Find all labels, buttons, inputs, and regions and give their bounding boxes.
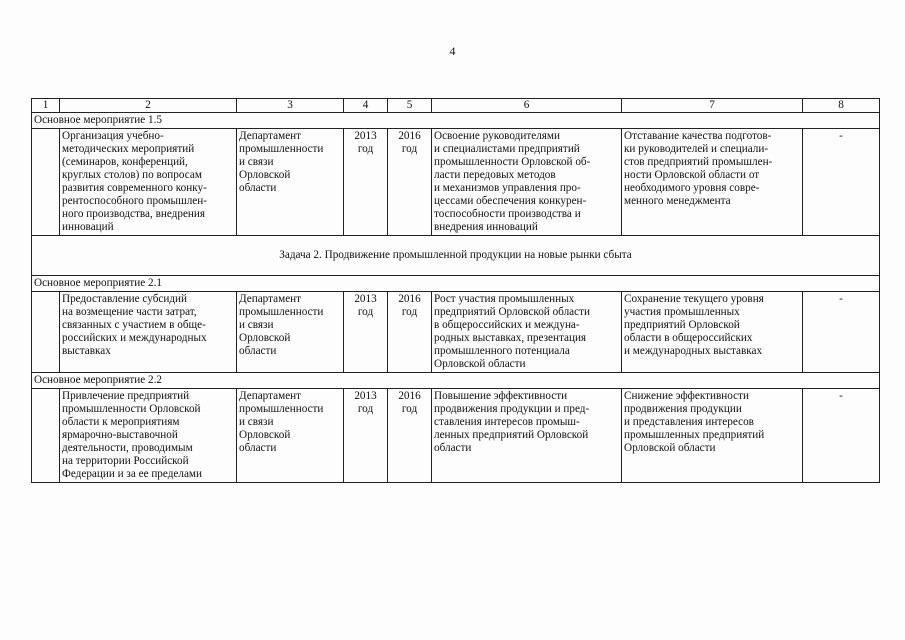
cell-text-line: Орловской — [239, 169, 291, 181]
cell-text-line: 2013 — [354, 293, 377, 305]
section-label: Основное мероприятие 1.5 — [32, 113, 880, 129]
cell-text-line: рентоспособного промышлен- — [62, 195, 207, 207]
expected-result-cell — [432, 129, 622, 236]
column-header: 5 — [388, 99, 432, 113]
cell-text-line: Организация учебно- — [62, 130, 164, 142]
cell-text-line: год — [357, 306, 374, 318]
start-year-cell — [344, 292, 388, 373]
expected-result-cell — [432, 292, 622, 373]
cell-text-line: и представления интересов — [624, 416, 754, 428]
cell-text-line: предприятий Орловской области — [434, 306, 590, 318]
cell-text-line: и связи — [239, 416, 274, 428]
cell-text-line: ного производства, внедрения — [62, 208, 206, 220]
cell-text-line: Сохранение текущего уровня — [624, 293, 764, 305]
cell-text-line: год — [357, 403, 374, 415]
end-year-cell — [388, 292, 432, 373]
cell-text-line: 2016 — [398, 130, 421, 142]
cell-text-line: промышленности — [239, 306, 324, 318]
row-index-cell — [32, 389, 60, 483]
cell-text-line: Привлечение предприятий — [62, 390, 190, 402]
section-header-row — [32, 373, 880, 389]
cell-text-line: промышленных предприятий — [624, 429, 765, 441]
cell-text-line: 2016 — [398, 293, 421, 305]
cell-text-line: круглых столов) по вопросам — [62, 169, 202, 181]
cell-text-line: и связи — [239, 319, 274, 331]
cell-text-line: выставках — [62, 345, 111, 357]
task-title: Задача 2. Продвижение промышленной продукции на новые рынки сбыта — [32, 236, 880, 276]
end-year-cell — [388, 129, 432, 236]
cell-text-line: стов предприятий промышлен- — [624, 156, 773, 168]
cell-text-line: Департамент — [239, 293, 302, 305]
cell-text-line: на территории Российской — [62, 455, 189, 467]
cell-text-line: ярмарочно-выставочной — [62, 429, 178, 441]
consequence-cell — [622, 292, 803, 373]
cell-text-line: области к мероприятиям — [62, 416, 180, 428]
section-label: Основное мероприятие 2.1 — [32, 276, 880, 292]
cell-text-line: промышленности — [239, 143, 324, 155]
program-activities-table — [31, 98, 880, 483]
section-label: Основное мероприятие 2.2 — [32, 373, 880, 389]
cell-text-line: год — [401, 306, 418, 318]
consequence-cell — [622, 389, 803, 483]
link-cell: - — [803, 389, 880, 483]
cell-text-line: ставления интересов промыш- — [434, 416, 580, 428]
row-index-cell — [32, 129, 60, 236]
cell-text-line: в общероссийских и междуна- — [434, 319, 580, 331]
cell-text-line: цессами обеспечения конкурен- — [434, 195, 587, 207]
activity-cell — [60, 389, 237, 483]
cell-text-line: области — [239, 442, 277, 454]
column-header: 2 — [60, 99, 237, 113]
cell-text-line: промышленности Орловской — [62, 403, 201, 415]
cell-text-line: промышленности — [239, 403, 324, 415]
cell-text-line: менного менеджмента — [624, 195, 731, 207]
cell-text-line: ленных предприятий Орловской — [434, 429, 589, 441]
page-number: 4 — [449, 44, 456, 58]
cell-text-line: внедрения инноваций — [434, 221, 538, 233]
consequence-cell — [622, 129, 803, 236]
cell-text-line: ласти передовых методов — [434, 169, 556, 181]
cell-text-line: Повышение эффективности — [434, 390, 568, 402]
table-row — [32, 292, 880, 373]
cell-text-line: 2013 — [354, 390, 377, 402]
cell-text-line: необходимого уровня совре- — [624, 182, 760, 194]
column-header: 4 — [344, 99, 388, 113]
cell-text-line: продвижения продукции и пред- — [434, 403, 590, 415]
start-year-cell — [344, 129, 388, 236]
column-header: 6 — [432, 99, 622, 113]
cell-text-line: Орловской области — [624, 442, 716, 454]
cell-text-line: Снижение эффективности — [624, 390, 750, 402]
cell-text-line: 2016 — [398, 390, 421, 402]
cell-text-line: предприятий Орловской — [624, 319, 740, 331]
task-header-row — [32, 236, 880, 276]
cell-text-line: родных выставках, презентация — [434, 332, 587, 344]
cell-text-line: продвижения продукции — [624, 403, 742, 415]
cell-text-line: 2013 — [354, 130, 377, 142]
cell-text-line: Освоение руководителями — [434, 130, 560, 142]
cell-text-line: и международных выставках — [624, 345, 763, 357]
cell-text-line: и связи — [239, 156, 274, 168]
column-header: 1 — [32, 99, 60, 113]
row-index-cell — [32, 292, 60, 373]
start-year-cell — [344, 389, 388, 483]
cell-text-line: промышленности Орловской об- — [434, 156, 591, 168]
cell-text-line: Федерации и за ее пределами — [62, 468, 202, 480]
cell-text-line: области — [239, 182, 277, 194]
cell-text-line: и специалистами предприятий — [434, 143, 580, 155]
table-row — [32, 389, 880, 483]
section-header-row — [32, 276, 880, 292]
cell-text-line: области — [239, 345, 277, 357]
column-header-row — [32, 99, 880, 113]
executor-cell — [237, 129, 344, 236]
cell-text-line: Орловской — [239, 429, 291, 441]
cell-text-line: ки руководителей и специали- — [624, 143, 769, 155]
column-header: 7 — [622, 99, 803, 113]
cell-text-line: промышленного потенциала — [434, 345, 570, 357]
executor-cell — [237, 389, 344, 483]
cell-text-line: области — [434, 442, 472, 454]
end-year-cell — [388, 389, 432, 483]
column-header: 8 — [803, 99, 880, 113]
section-header-row — [32, 113, 880, 129]
table-row — [32, 129, 880, 236]
cell-text-line: Департамент — [239, 390, 302, 402]
cell-text-line: области в общероссийских — [624, 332, 753, 344]
cell-text-line: тоспособности производства и — [434, 208, 581, 220]
cell-text-line: год — [357, 143, 374, 155]
cell-text-line: Предоставление субсидий — [62, 293, 188, 305]
activity-cell — [60, 129, 237, 236]
cell-text-line: российских и международных — [62, 332, 207, 344]
cell-text-line: Департамент — [239, 130, 302, 142]
cell-text-line: Отставание качества подготов- — [624, 130, 772, 142]
cell-text-line: инноваций — [62, 221, 114, 233]
cell-text-line: Рост участия промышленных — [434, 293, 575, 305]
cell-text-line: год — [401, 143, 418, 155]
cell-text-line: участия промышленных — [624, 306, 740, 318]
cell-text-line: Орловской области — [434, 358, 526, 370]
link-cell: - — [803, 129, 880, 236]
cell-text-line: Орловской — [239, 332, 291, 344]
cell-text-line: методических мероприятий — [62, 143, 195, 155]
activity-cell — [60, 292, 237, 373]
cell-text-line: на возмещение части затрат, — [62, 306, 197, 318]
cell-text-line: и механизмов управления про- — [434, 182, 581, 194]
expected-result-cell — [432, 389, 622, 483]
cell-text-line: связанных с участием в обще- — [62, 319, 206, 331]
cell-text-line: год — [401, 403, 418, 415]
cell-text-line: (семинаров, конференций, — [62, 156, 188, 168]
cell-text-line: развития современного конку- — [62, 182, 207, 194]
column-header: 3 — [237, 99, 344, 113]
link-cell: - — [803, 292, 880, 373]
cell-text-line: деятельности, проводимым — [62, 442, 193, 454]
executor-cell — [237, 292, 344, 373]
cell-text-line: ности Орловской области от — [624, 169, 760, 181]
